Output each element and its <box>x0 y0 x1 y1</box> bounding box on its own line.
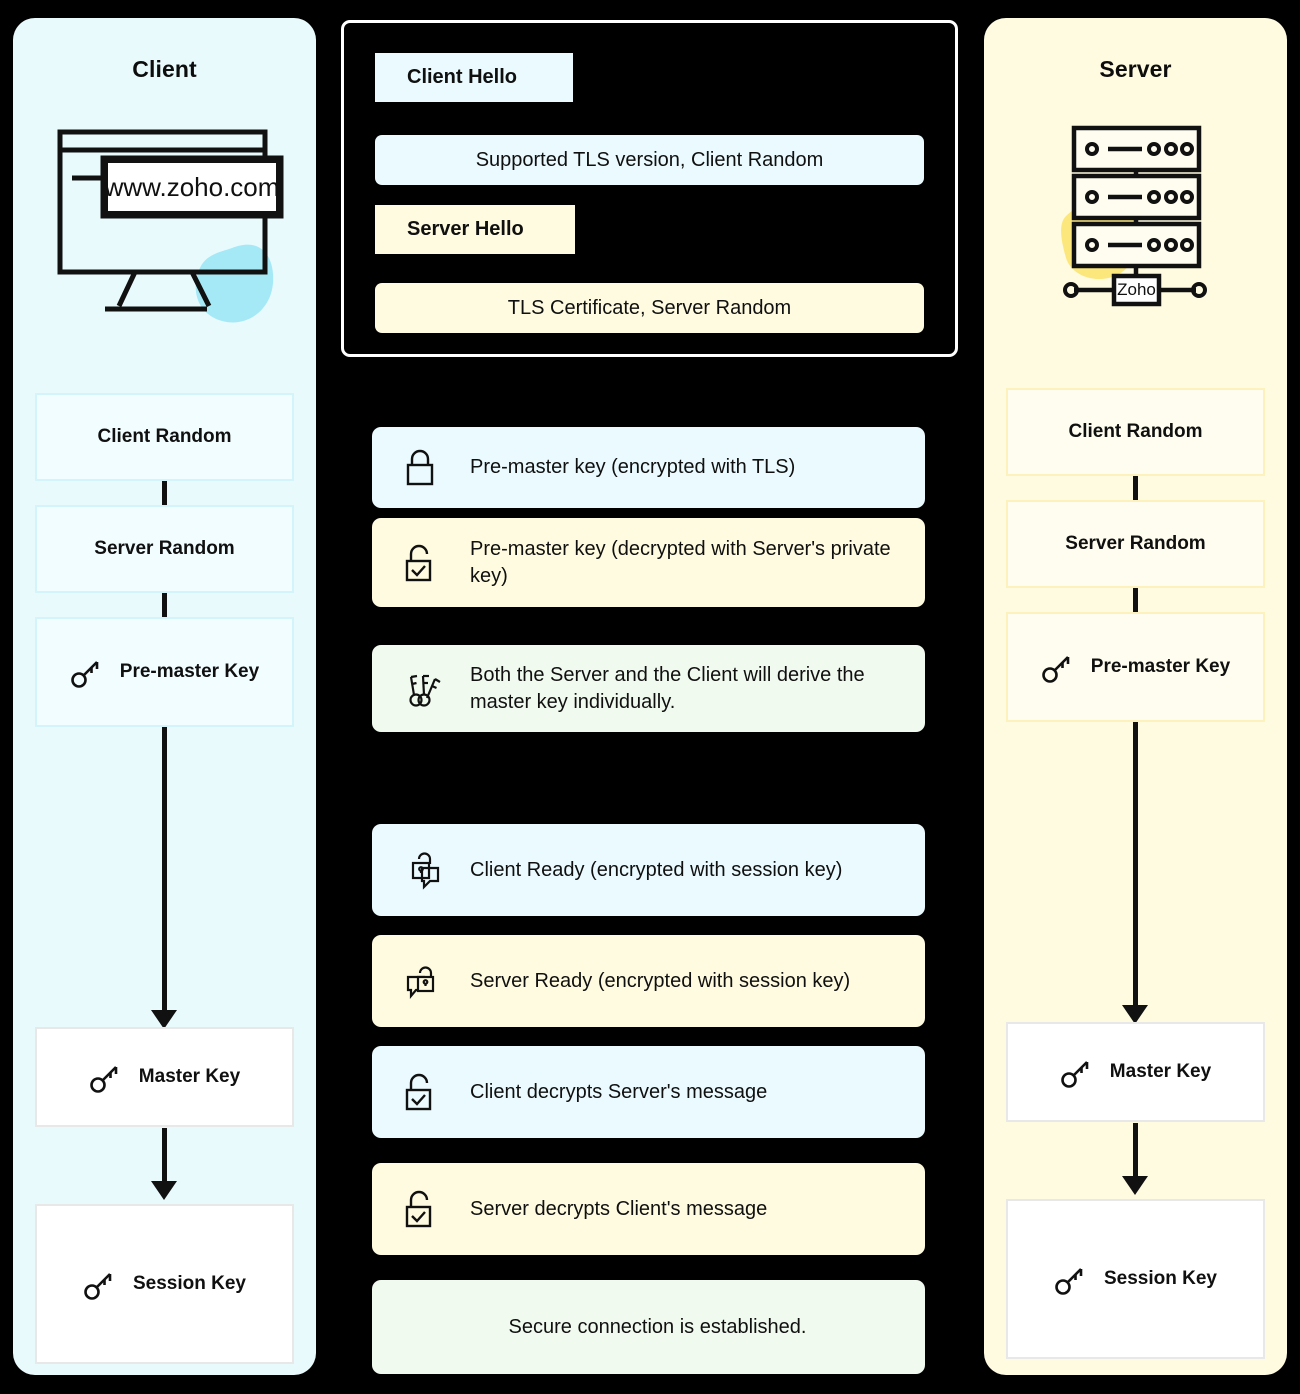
connector-tick <box>1133 588 1138 612</box>
server-panel-title: Server <box>1099 56 1172 82</box>
message-card-server-decrypts <box>372 1163 925 1255</box>
client-box-pre-master-key <box>35 617 294 727</box>
server-box-pre-master-key <box>1006 612 1265 722</box>
client-box-label: Master Key <box>138 1066 241 1087</box>
server-box-session-key <box>1006 1199 1265 1359</box>
key-icon <box>70 655 104 689</box>
server-box-server-random <box>1006 500 1265 588</box>
lock-open-check-icon <box>402 1071 452 1113</box>
handshake-hello-frame <box>341 20 958 357</box>
client-box-label: Session Key <box>133 1273 246 1294</box>
connector-tick <box>162 481 167 505</box>
server-panel <box>984 18 1287 1375</box>
message-text: Pre-master key (encrypted with TLS) <box>470 456 796 478</box>
server-long-arrow-line <box>1133 722 1138 1007</box>
server-box-label: Client Random <box>1068 421 1203 442</box>
client-panel-title: Client <box>132 56 197 82</box>
client-hello-detail-pill: Supported TLS version, Client Random <box>375 135 924 185</box>
server-box-master-key <box>1006 1022 1265 1122</box>
client-panel <box>13 18 316 1375</box>
url-text-value: www.zoho.com <box>103 158 281 216</box>
message-text: Server decrypts Client's message <box>470 1197 768 1220</box>
key-icon <box>1060 1055 1094 1089</box>
message-text: Both the Server and the Client will derive the master key individually. <box>470 663 865 713</box>
server-hello-detail-pill: TLS Certificate, Server Random <box>375 283 924 333</box>
client-arrow-head <box>151 1181 177 1200</box>
client-box-master-key <box>35 1027 294 1127</box>
message-text: Server Ready (encrypted with session key) <box>470 969 851 992</box>
lock-closed-icon <box>402 448 452 488</box>
message-text: Client Ready (encrypted with session key) <box>470 858 843 881</box>
client-box-label: Server Random <box>94 538 235 559</box>
connector-tick <box>1133 476 1138 500</box>
lock-open-check-icon <box>402 1188 452 1230</box>
message-card-client-decrypts <box>372 1046 925 1138</box>
message-card-server-ready <box>372 935 925 1027</box>
server-arrow-line <box>1133 1123 1138 1178</box>
key-icon <box>1054 1262 1088 1296</box>
desktop-monitor-icon <box>47 118 287 328</box>
chat-lock-left-icon <box>402 848 452 892</box>
message-card-pre-master-decrypted <box>372 518 925 607</box>
server-hello-pill: Server Hello <box>375 205 575 254</box>
server-box-label: Server Random <box>1065 533 1206 554</box>
client-hello-pill: Client Hello <box>375 53 573 102</box>
message-card-client-ready <box>372 824 925 916</box>
message-text: Client decrypts Server's message <box>470 1080 768 1103</box>
chat-lock-right-icon <box>402 959 452 1003</box>
server-rack-icon <box>1044 118 1229 318</box>
connector-tick <box>162 593 167 617</box>
server-box-label: Pre-master Key <box>1090 656 1231 677</box>
server-box-label: Master Key <box>1109 1061 1212 1082</box>
message-card-secure-connection <box>372 1280 925 1374</box>
key-icon <box>1041 650 1075 684</box>
client-box-session-key <box>35 1204 294 1364</box>
key-icon <box>89 1060 123 1094</box>
lock-open-check-icon <box>402 542 452 584</box>
server-brand-label: Zoho <box>1117 280 1156 299</box>
message-text: Secure connection is established. <box>508 1315 807 1338</box>
message-card-derive-master-key <box>372 645 925 732</box>
keyring-icon <box>402 667 452 711</box>
key-icon <box>83 1267 117 1301</box>
message-text: Pre-master key (decrypted with Server's private key) <box>470 537 891 587</box>
server-box-label: Session Key <box>1104 1268 1217 1289</box>
client-arrow-line <box>162 1128 167 1183</box>
message-card-pre-master-encrypted <box>372 427 925 508</box>
server-arrow-head <box>1122 1176 1148 1195</box>
client-box-client-random <box>35 393 294 481</box>
client-long-arrow-line <box>162 727 167 1012</box>
client-box-label: Client Random <box>97 426 232 447</box>
client-box-label: Pre-master Key <box>119 661 260 682</box>
server-box-client-random <box>1006 388 1265 476</box>
client-box-server-random <box>35 505 294 593</box>
